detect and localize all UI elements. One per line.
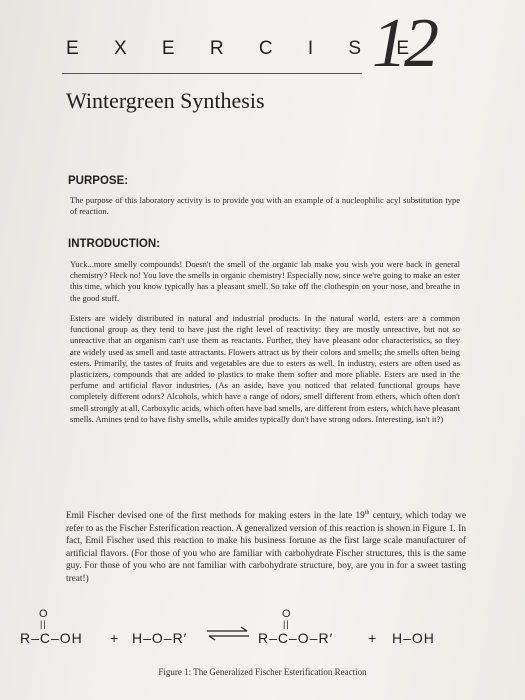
alcohol: H–O–R′ [132, 630, 188, 646]
plus-sign-2: + [368, 630, 378, 646]
ester: R–C–O–R′ [258, 630, 334, 646]
acid-carbonyl-oxygen: O [39, 608, 48, 620]
intro-paragraph-3: Emil Fischer devised one of the first methods for making esters in the late 19th century, which today we refer to as the Fischer Esterification reaction. A generalized version of this reaction is shown in Figure 1. In fact, Emil Fischer used this reaction to make his business fortune as the first large scale manufacturer of artificial flavors. (For those of you who are familiar with carbohydrate Fischer structures, this is the same guy. For those of you who are not familiar with carbohydrate structure, boy, are you in for a sweet tasting treat!) [66, 510, 467, 585]
exercise-label: E X E R C I S E [66, 38, 425, 59]
header-rule [62, 73, 362, 74]
page-title: Wintergreen Synthesis [66, 88, 265, 113]
intro-paragraph-2: Esters are widely distributed in natural and industrial products. In the natural world, esters are a common functional group as they tend to have just the right level of reactivity: they are mostly unreactive, but not so unreactive that an organism can't use them as reactants. Further, they have pleasant odor characteristics, so they are widely used as smell and taste attractants. Flowers attract us by their colors and smells; the smells often being esters. Primarily, the tastes of fruits and vegetables are due to esters as well. In industry, esters are often used as plasticizers, compounds that are added to plastics to make them softer and more pliable. Esters are used in the perfume and artificial flavor industries. (As an aside, have you noticed that related functional groups have completely different odors? Alcohols, which have a range of odors, smell different from ethers, which often don't smell strongly at all. Carboxylic acids, which often have bad smells, are different from esters, which have pleasant smells. Amines tend to have fishy smells, while amides typically don't have strong odors. Interesting, isn't it?) [70, 313, 460, 424]
intro-paragraph-1: Yuck...more smelly compounds! Doesn't the smell of the organic lab make you wish you were back in general chemistry? Heck no! You love the smells in organic chemistry! Especially now, since we're going to make an ester this time, which you know typically has a pleasant smell. So take off the clothespin on your nose, and breathe in the good stuff. [70, 259, 460, 303]
ester-carbonyl-oxygen: O [282, 608, 291, 620]
carboxylic-acid: R–C–OH [20, 630, 83, 646]
introduction-heading: INTRODUCTION: [68, 238, 160, 250]
ester-double-bond: || [283, 619, 290, 629]
fischer-esterification-equation [20, 608, 490, 658]
water: H–OH [392, 630, 435, 646]
purpose-heading: PURPOSE: [68, 175, 129, 187]
acid-double-bond: || [40, 619, 47, 629]
plus-sign: + [110, 630, 120, 646]
purpose-text: The purpose of this laboratory activity is to provide you with an example of a nucleophilic acyl substitution type of reaction. [70, 195, 460, 217]
equilibrium-arrow-icon [205, 624, 251, 644]
figure-caption: Figure 1: The Generalized Fischer Esterification Reaction [158, 667, 367, 677]
exercise-number: 12 [372, 5, 436, 82]
